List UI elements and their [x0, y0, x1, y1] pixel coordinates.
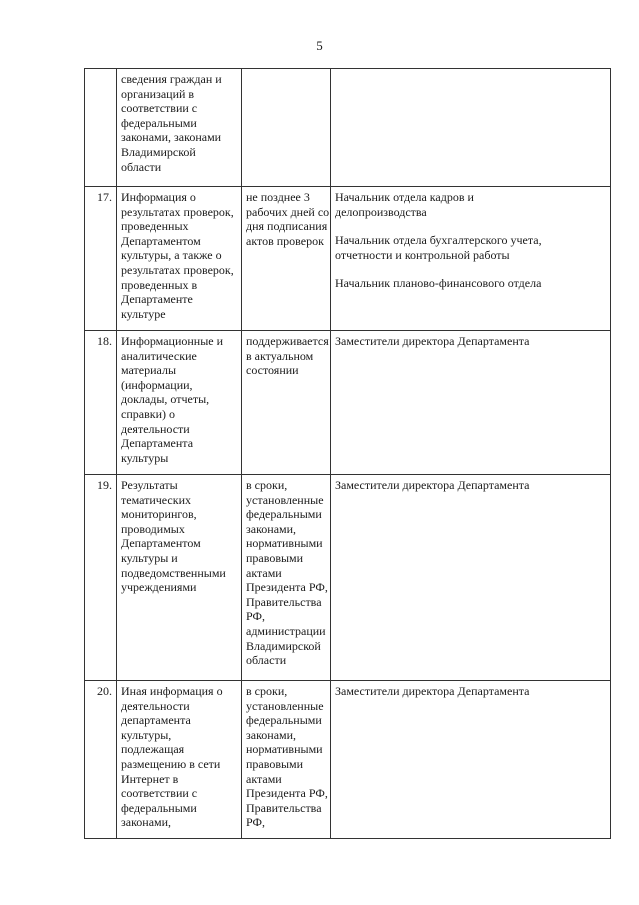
text-line: в сроки,	[246, 478, 288, 492]
table-row	[85, 69, 611, 187]
text-line: деятельности	[121, 698, 190, 713]
text-line: нормативными	[246, 742, 323, 757]
text-line: доклады, отчеты,	[121, 392, 210, 407]
text-line: мониторингов,	[121, 507, 197, 522]
text-line: федеральными	[121, 115, 197, 130]
document-table	[84, 68, 611, 839]
text-line: делопроизводства	[335, 204, 427, 219]
term-cell	[242, 681, 331, 839]
text-line: соответствии с	[121, 101, 198, 116]
responsible-cell	[331, 69, 611, 187]
text-line: установленные	[246, 492, 324, 507]
text-line: Правительства	[246, 594, 322, 609]
text-line: организаций в	[121, 86, 195, 101]
text-line: законами,	[121, 815, 172, 830]
text-line: сведения граждан и	[121, 72, 222, 86]
info-cell	[117, 475, 242, 681]
term-cell	[242, 69, 331, 187]
text-line: Департаментом	[121, 536, 201, 551]
text-line: Начальник планово-финансового отдела	[335, 276, 542, 291]
text-line: культуры,	[121, 727, 172, 742]
text-line: отчетности и контрольной работы	[335, 247, 510, 262]
row-number: 18.	[85, 331, 117, 475]
text-line: культуре	[121, 306, 166, 321]
text-line: актами	[246, 565, 282, 580]
paragraph-gap	[335, 262, 606, 276]
text-line: правовыми	[246, 756, 304, 771]
table-row	[85, 681, 611, 839]
text-line: законами,	[246, 521, 297, 536]
text-line: Интернет в	[121, 771, 179, 786]
text-line: результатах проверок,	[121, 204, 234, 219]
text-line: Результаты	[121, 478, 178, 492]
text-line: тематических	[121, 492, 192, 507]
text-line: подведомственными	[121, 565, 226, 580]
text-line: области	[121, 159, 162, 174]
responsible-cell	[331, 681, 611, 839]
row-number: 17.	[85, 187, 117, 331]
text-line: федеральными	[121, 800, 197, 815]
text-line: Заместители директора Департамента	[335, 478, 530, 492]
text-line: нормативными	[246, 536, 323, 551]
text-line: Президента РФ,	[246, 786, 328, 801]
page-number: 5	[316, 38, 323, 53]
term-cell	[242, 331, 331, 475]
table-row	[85, 331, 611, 475]
text-line: Заместители директора Департамента	[335, 684, 530, 698]
text-line: правовыми	[246, 550, 304, 565]
text-line: департамента	[121, 713, 191, 728]
text-line: поддерживается	[246, 334, 329, 348]
text-line: проводимых	[121, 521, 185, 536]
text-line: учреждениями	[121, 580, 197, 595]
info-cell	[117, 69, 242, 187]
text-line: соответствии с	[121, 786, 198, 801]
text-line: (информации,	[121, 377, 193, 392]
text-line: культуры	[121, 450, 169, 465]
text-line: проведенных	[121, 219, 189, 234]
text-line: Начальник отдела кадров и	[335, 190, 474, 204]
text-line: рабочих дней со	[246, 204, 330, 219]
text-line: культуры, а также о	[121, 248, 222, 263]
responsible-cell	[331, 187, 611, 331]
text-line: материалы	[121, 363, 177, 378]
text-line: законами,	[246, 727, 297, 742]
text-line: актами	[246, 771, 282, 786]
text-line: Информация о	[121, 190, 196, 204]
info-cell	[117, 187, 242, 331]
info-cell	[117, 331, 242, 475]
text-line: актов проверок	[246, 233, 324, 248]
text-line: установленные	[246, 698, 324, 713]
text-line: деятельности	[121, 421, 190, 436]
text-line: РФ,	[246, 609, 265, 624]
text-line: результатах проверок,	[121, 262, 234, 277]
text-line: не позднее 3	[246, 190, 310, 204]
text-line: Владимирской	[121, 144, 196, 159]
row-number: 19.	[85, 475, 117, 681]
text-line: аналитические	[121, 348, 197, 363]
text-line: Иная информация о	[121, 684, 223, 698]
text-line: культуры и	[121, 550, 178, 565]
row-number: 20.	[85, 681, 117, 839]
text-line: дня подписания	[246, 219, 328, 234]
text-line: законами, законами	[121, 130, 222, 145]
text-line: в актуальном	[246, 348, 314, 363]
text-line: в сроки,	[246, 684, 288, 698]
text-line: Правительства	[246, 800, 322, 815]
table-row	[85, 475, 611, 681]
text-line: Департамента	[121, 436, 194, 451]
text-line: РФ,	[246, 815, 265, 830]
text-line: области	[246, 653, 287, 668]
responsible-cell	[331, 331, 611, 475]
info-cell	[117, 681, 242, 839]
text-line: Владимирской	[246, 638, 321, 653]
text-line: справки) о	[121, 406, 175, 421]
text-line: федеральными	[246, 713, 322, 728]
row-number	[85, 69, 117, 187]
text-line: Начальник отдела бухгалтерского учета,	[335, 233, 542, 248]
text-line: проведенных в	[121, 277, 198, 292]
text-line: Заместители директора Департамента	[335, 334, 530, 348]
text-line: Президента РФ,	[246, 580, 328, 595]
text-line: размещению в сети	[121, 756, 221, 771]
text-line: федеральными	[246, 507, 322, 522]
text-line: администрации	[246, 623, 326, 638]
table-row	[85, 187, 611, 331]
paragraph-gap	[335, 219, 606, 233]
text-line: Департаментом	[121, 233, 201, 248]
term-cell	[242, 187, 331, 331]
text-line: Информационные и	[121, 334, 224, 348]
term-cell	[242, 475, 331, 681]
text-line: Департаменте	[121, 292, 193, 307]
text-line: состоянии	[246, 363, 299, 378]
responsible-cell	[331, 475, 611, 681]
text-line: подлежащая	[121, 742, 185, 757]
